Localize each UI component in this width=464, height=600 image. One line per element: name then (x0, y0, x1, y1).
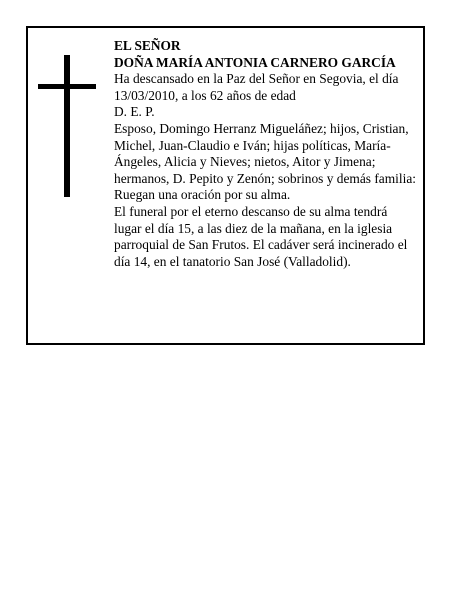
cross-vertical-bar (64, 55, 70, 197)
obituary-text-block (114, 38, 418, 270)
prayer-request: Ruegan una oración por su alma. (114, 187, 291, 203)
death-statement: Ha descansado en la Paz del Señor en Segovia, el día 13/03/2010, a los 62 años de edad (114, 71, 399, 103)
rip-text: D. E. P. (114, 104, 155, 120)
funeral-details: El funeral por el eterno descanso de su alma tendrá lugar el día 15, a las diez de la mañana, en la iglesia parroquial de San Frutos. El cadáver será incinerado el día 14, en el tanatorio San José (Valladolid). (114, 203, 408, 269)
family-list: Esposo, Domingo Herranz Migueláñez; hijos, Cristian, Michel, Juan-Claudio e Iván; hijas políticas, María-Ángeles, Alicia y Nieves; nietos, Aitor y Jimena; hermanos, D. Pepito y Zenón; sobrinos y demás familia: (114, 120, 416, 186)
notice-title-line1: EL SEÑOR (114, 38, 181, 53)
deceased-name: DOÑA MARÍA ANTONIA CARNERO GARCÍA (114, 54, 396, 70)
cross-horizontal-bar (38, 84, 96, 89)
